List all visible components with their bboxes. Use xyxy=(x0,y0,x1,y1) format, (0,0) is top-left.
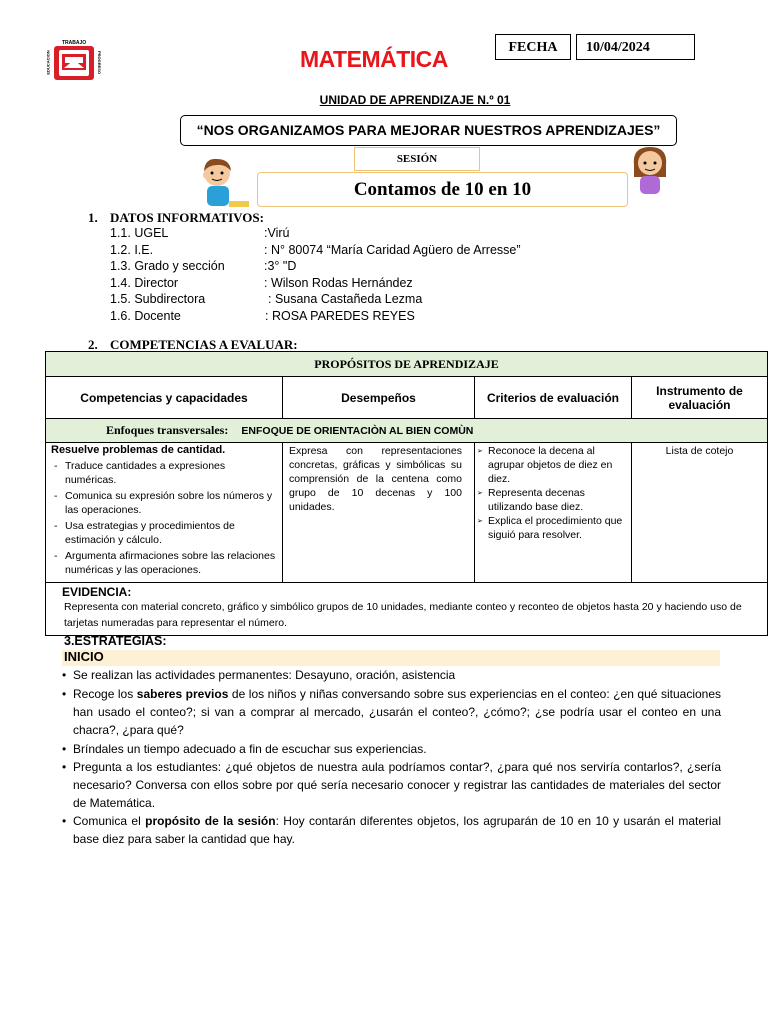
estrategia-text: Se realizan las actividades permanentes: Desayuno, oración, asistencia xyxy=(73,668,456,682)
datos-value: : Susana Castañeda Lezma xyxy=(268,292,423,306)
table-title: PROPÓSITOS DE APRENDIZAJE xyxy=(46,352,768,377)
estrategia-item xyxy=(62,685,721,739)
enfoques-label: Enfoques transversales: xyxy=(106,423,229,437)
capacidad-item: - Usa estrategias y procedimientos de estimación y cálculo. xyxy=(51,519,279,547)
bullet-icon: • xyxy=(62,814,67,828)
unidad-heading: UNIDAD DE APRENDIZAJE N.º 01 xyxy=(319,93,511,107)
capacidades-list xyxy=(51,459,279,577)
fecha-label: FECHA xyxy=(495,34,571,60)
capacidad-item: - Comunica su expresión sobre los números y las operaciones. xyxy=(51,489,279,517)
fecha-value: 10/04/2024 xyxy=(576,34,695,60)
inicio-label: INICIO xyxy=(64,649,104,664)
girl-illustration xyxy=(626,143,674,199)
datos-value: : Wilson Rodas Hernández xyxy=(264,275,413,290)
datos-value: :Virú xyxy=(264,226,290,240)
datos-label: 1.2. I.E. xyxy=(110,242,154,257)
datos-row xyxy=(110,276,570,293)
table-header-competencias: Competencias y capacidades xyxy=(46,377,283,419)
datos-row xyxy=(110,309,570,326)
logo-text-left: EDUCACION xyxy=(45,50,51,75)
school-logo xyxy=(45,40,103,84)
capacidad-item: - Traduce cantidades a expresiones numéricas. xyxy=(51,459,279,487)
estrategias-title: 3.ESTRATEGIAS: xyxy=(64,634,167,648)
datos-row xyxy=(110,243,570,260)
bullet-icon: • xyxy=(62,742,67,756)
table-header-criterios: Criterios de evaluación xyxy=(475,377,632,419)
evidencia-cell xyxy=(46,583,768,636)
estrategia-item xyxy=(62,758,721,812)
bullet-icon: • xyxy=(62,687,67,701)
datos-value: : N° 80074 “María Caridad Agüero de Arresse” xyxy=(264,242,521,257)
datos-value: :3° "D xyxy=(264,259,297,273)
datos-label: 1.1. UGEL xyxy=(110,226,169,240)
criterio-item: ➢ Representa decenas utilizando base diez. xyxy=(477,486,625,514)
datos-row xyxy=(110,292,570,309)
estrategia-text-post: de los niños y niñas conversando sobre sus experiencias en el conteo: ¿en qué situaciones han usado el conteo?; si van a comprar al mercado, ¿usarán el conteo?, ¿cómo?; ¿se podría usar el conteo en una chacra?, ¿para qué? xyxy=(73,687,722,737)
document-title: MATEMÁTICA xyxy=(300,46,448,72)
sesion-title: Contamos de 10 en 10 xyxy=(257,172,628,207)
table-header-instrumento: Instrumento de evaluación xyxy=(632,377,768,419)
datos-num: 1. xyxy=(88,210,98,225)
evidencia-label: EVIDENCIA: xyxy=(62,585,132,599)
enfoques-value: ENFOQUE DE ORIENTACIÒN AL BIEN COMÙN xyxy=(241,425,474,437)
proposito-text: propósito de la sesión xyxy=(145,814,276,828)
criterios-cell xyxy=(475,443,632,583)
estrategia-text: Bríndales un tiempo adecuado a fin de escuchar sus experiencias. xyxy=(73,742,427,756)
instrumento-cell: Lista de cotejo xyxy=(632,443,768,583)
propositos-table xyxy=(45,351,768,636)
datos-row xyxy=(110,226,570,243)
bullet-icon: • xyxy=(62,760,67,774)
competencia-title: Resuelve problemas de cantidad. xyxy=(51,444,226,456)
boy-illustration xyxy=(195,155,255,213)
datos-row xyxy=(110,259,570,276)
capacidad-item: - Argumenta afirmaciones sobre las relaciones numéricas y las operaciones. xyxy=(51,549,279,577)
estrategia-item xyxy=(62,740,721,758)
table-header-desempenos: Desempeños xyxy=(283,377,475,419)
datos-title: DATOS INFORMATIVOS: xyxy=(110,210,264,225)
datos-label: 1.5. Subdirectora xyxy=(110,292,206,306)
lema-box: “NOS ORGANIZAMOS PARA MEJORAR NUESTROS APRENDIZAJES” xyxy=(180,115,677,146)
datos-value: : ROSA PAREDES REYES xyxy=(265,308,415,323)
evidencia-text: Representa con material concreto, gráfico y simbólico grupos de 10 unidades, mediante conteo y reconteo de objetos hasta 20 y haciendo uso de tarjetas numeradas para representar el número. xyxy=(64,601,742,629)
enfoques-row xyxy=(46,419,768,443)
datos-list xyxy=(110,226,570,325)
criterio-item: ➢ Reconoce la decena al agrupar objetos de diez en diez. xyxy=(477,444,625,486)
competencias-num: 2. xyxy=(88,337,98,352)
estrategia-text-post: : Hoy contarán diferentes objetos, los agruparán de 10 en 10 y usarán el material base diez para saber la cantidad que hay. xyxy=(73,814,722,846)
datos-label: 1.3. Grado y sección xyxy=(110,259,225,273)
inicio-bar xyxy=(62,650,720,666)
estrategia-text: Pregunta a los estudiantes: ¿qué objetos de nuestra aula podríamos contar?, ¿para qué nos serviría contarlos?, ¿sería necesario? Conversa con ellos sobre por qué sería necesario conocer y registrar las cantidades de materiales del sector de Matemática. xyxy=(73,760,721,810)
datos-heading xyxy=(88,210,264,226)
estrategia-text xyxy=(62,812,721,848)
estrategia-text-pre: Recoge los xyxy=(73,687,137,701)
desempeno-cell: Expresa con representaciones concretas, gráficas y simbólicas su comprensión de la centena como grupo de 10 decenas y 100 unidades. xyxy=(283,443,475,583)
estrategia-item xyxy=(62,812,721,848)
competencias-title: COMPETENCIAS A EVALUAR: xyxy=(110,337,298,352)
criterios-list xyxy=(477,444,625,542)
saberes-previos-text: saberes previos xyxy=(136,687,229,701)
logo-text-right: PROGRESO xyxy=(97,50,103,75)
datos-label: 1.4. Director xyxy=(110,275,179,290)
datos-label: 1.6. Docente xyxy=(110,308,181,323)
sesion-label: SESIÓN xyxy=(354,147,480,171)
competencias-cell xyxy=(46,443,283,583)
logo-text-top: TRABAJO xyxy=(62,40,87,46)
estrategia-text-pre: Comunica el xyxy=(73,814,146,828)
estrategia-text xyxy=(62,685,721,739)
criterio-item: ➢ Explica el procedimiento que siguió para resolver. xyxy=(477,514,625,542)
bullet-icon: • xyxy=(62,668,67,682)
estrategia-item xyxy=(62,666,721,684)
